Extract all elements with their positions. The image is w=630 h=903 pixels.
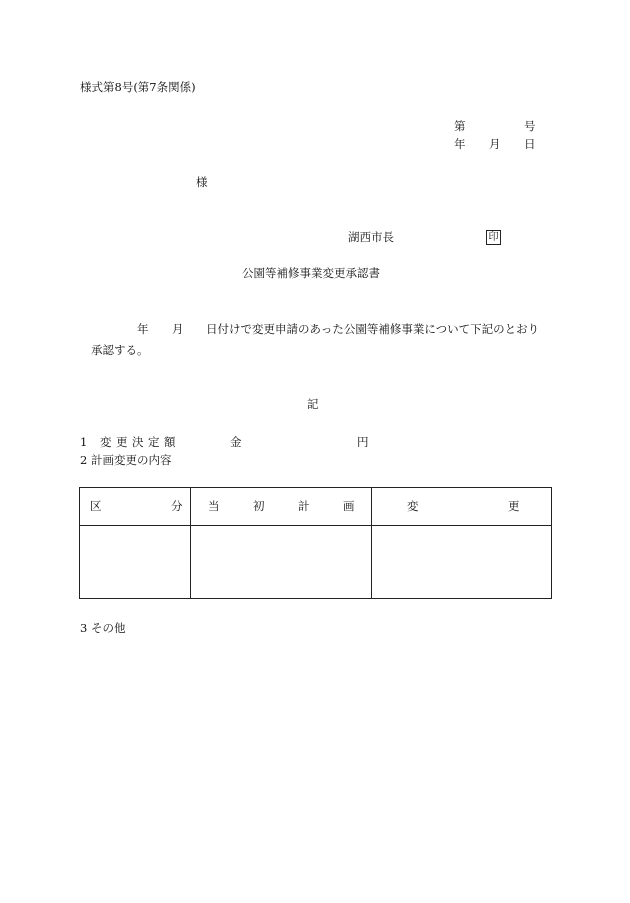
date-year-label: 年 <box>454 137 466 151</box>
item2-label: 2 計画変更の内容 <box>80 453 172 467</box>
date-day-label: 日 <box>524 137 536 151</box>
header-change-char1: 変 <box>407 499 419 513</box>
document-number-prefix: 第 <box>454 119 466 133</box>
document-title: 公園等補修事業変更承認書 <box>242 266 380 280</box>
addressee-honorific: 様 <box>196 175 208 189</box>
item3-label: 3 その他 <box>80 621 126 635</box>
body-text-line2: 承認する。 <box>91 343 149 357</box>
header-original-plan-char1: 当 <box>208 499 220 513</box>
table-cell-original-plan <box>191 526 371 598</box>
item1-label: 1 変更決定額 <box>80 435 180 449</box>
header-kubun-char1: 区 <box>90 499 102 513</box>
seal-mark: 印 <box>486 230 501 245</box>
form-number: 様式第8号(第7条関係) <box>80 80 196 94</box>
document-number-suffix: 号 <box>524 119 536 133</box>
header-original-plan-char2: 初 <box>253 499 265 513</box>
date-month-label: 月 <box>489 137 501 151</box>
body-text-line1: 日付けで変更申請のあった公園等補修事業について下記のとおり <box>206 322 540 336</box>
table-cell-kubun <box>80 526 190 598</box>
header-kubun-char2: 分 <box>171 499 183 513</box>
header-change-char2: 更 <box>508 499 520 513</box>
issuer-name: 湖西市長 <box>348 230 394 244</box>
item1-kin-label: 金 <box>230 435 242 449</box>
table-cell-change <box>372 526 551 598</box>
change-content-table <box>79 487 552 599</box>
header-original-plan-char4: 画 <box>343 499 355 513</box>
header-original-plan-char3: 計 <box>298 499 310 513</box>
body-month-label: 月 <box>172 322 184 336</box>
ki-heading: 記 <box>307 397 319 411</box>
body-year-label: 年 <box>137 322 149 336</box>
item1-yen-label: 円 <box>357 435 369 449</box>
